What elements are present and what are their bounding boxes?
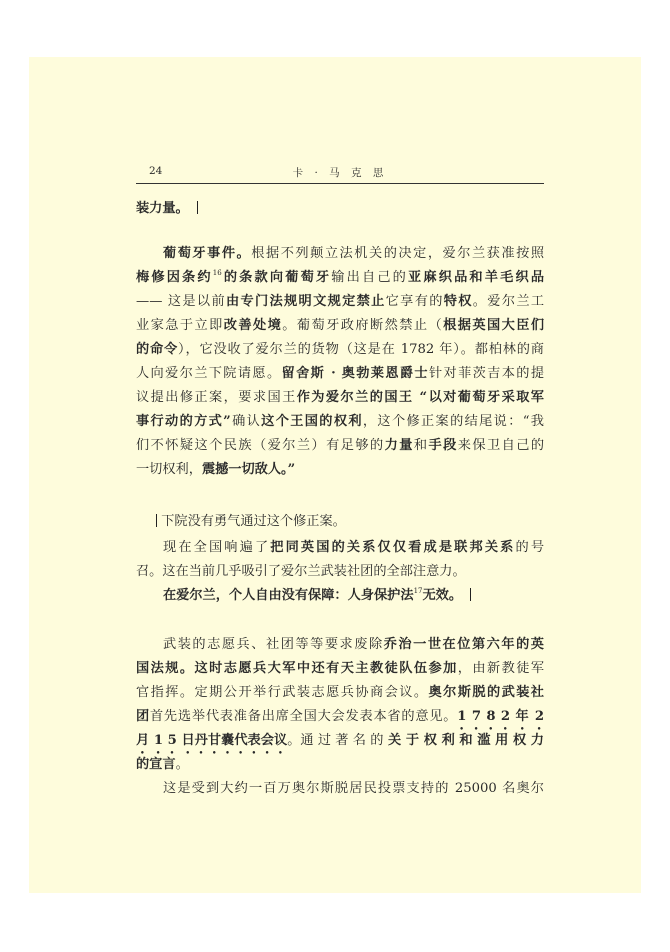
text-line bbox=[136, 560, 544, 584]
text-run: 武装的志愿兵、社团等等要求废除 bbox=[163, 637, 384, 652]
text-run: 。 bbox=[175, 757, 189, 772]
text-run: 。爱尔兰工 bbox=[472, 294, 545, 309]
bold-text: 这个王国的权利 bbox=[261, 414, 363, 429]
text-run: 。通 过 著 名 的 bbox=[287, 733, 384, 748]
bold-text: 把同英国的关系仅仅看成是联邦关系 bbox=[270, 540, 516, 555]
running-title: 卡 · 马 克 思 bbox=[292, 167, 388, 179]
bold-text: 无效。 bbox=[422, 588, 463, 603]
text-run: 针对菲茨吉本的提 bbox=[428, 366, 545, 381]
bold-text: 作为爱尔兰的国王 bbox=[296, 390, 414, 405]
text-run: 和 bbox=[413, 438, 429, 453]
footnote-ref: 17 bbox=[413, 587, 423, 595]
text-run: 议提出修正案，要求国王 bbox=[136, 390, 297, 405]
text-run: 下院没有勇气通过这个修正案。 bbox=[161, 514, 346, 529]
text-line bbox=[136, 290, 544, 314]
text-run: 业家急于立即 bbox=[136, 318, 224, 333]
text-run: 它享有的 bbox=[385, 294, 444, 309]
text-line bbox=[156, 510, 544, 534]
text-run: 召。这在当前几乎吸引了爱尔兰武装社团的全部注意力。 bbox=[136, 564, 466, 579]
bold-text: 根据英国大臣们 bbox=[443, 318, 545, 333]
text-line bbox=[136, 386, 544, 410]
text-line bbox=[136, 681, 544, 705]
bold-text: 国法规 bbox=[136, 661, 180, 676]
bold-text: 装力量。 bbox=[136, 201, 189, 216]
margin-mark bbox=[470, 588, 471, 601]
text-run: 官指挥。定期公开举行武装志愿兵协商会议。 bbox=[136, 685, 429, 700]
text-line bbox=[136, 753, 544, 777]
text-run: —— 这是以前 bbox=[136, 294, 226, 309]
text-line bbox=[136, 633, 544, 657]
bold-text: 的条款向葡萄牙 bbox=[221, 270, 332, 285]
text-run: 这是受到大约一百万奥尔斯脱居民投票支持的 25000 名奥尔 bbox=[163, 781, 544, 796]
text-line bbox=[136, 434, 544, 458]
text-line bbox=[136, 536, 544, 560]
text-line bbox=[136, 362, 544, 386]
text-line bbox=[136, 266, 544, 290]
bold-text: 由专门法规明文规定禁止 bbox=[225, 294, 386, 309]
margin-mark bbox=[197, 201, 198, 214]
text-line bbox=[136, 657, 544, 681]
footnote-ref: 16 bbox=[212, 269, 222, 277]
bold-text: 力量 bbox=[384, 438, 414, 453]
text-line bbox=[136, 314, 544, 338]
text-run: 的号 bbox=[515, 540, 545, 555]
running-header bbox=[136, 163, 544, 184]
text-run: 们不怀疑这个民族（爱尔兰）有足够的 bbox=[136, 438, 385, 453]
text-run: 输出自己的 bbox=[331, 270, 409, 285]
text-run: 。葡萄牙政府断然禁止（ bbox=[282, 318, 444, 333]
bold-text: “以对葡萄牙采取军 bbox=[413, 390, 544, 405]
bold-text: 的宣言 bbox=[136, 757, 176, 772]
emphasized-date: 月 1 5 日丹甘嚢代表会议 bbox=[136, 733, 288, 748]
bold-text: 改善处境 bbox=[223, 318, 283, 333]
text-line bbox=[136, 338, 544, 362]
margin-mark bbox=[156, 514, 157, 527]
page-number: 24 bbox=[149, 165, 163, 177]
bold-text: 特权 bbox=[443, 294, 473, 309]
text-line bbox=[136, 197, 544, 221]
bold-text: 。这时志愿兵大军中还有天主教徒队伍参加 bbox=[179, 661, 458, 676]
text-run: 现在全国响遍了 bbox=[163, 540, 271, 555]
text-run: 首先选举代表准备出席全国大会发表本省的意见。 bbox=[149, 709, 458, 724]
text-run: 来保卫自己的 bbox=[457, 438, 545, 453]
text-run: ，这个修正案的结尾说：“我 bbox=[362, 414, 544, 429]
bold-text: 关 于 权 利 和 滥 用 权 力 bbox=[383, 733, 544, 748]
bold-text: 震撼一切敌人。” bbox=[201, 462, 296, 477]
text-line bbox=[136, 584, 544, 608]
bold-text: 乔治一世在位第六年的英 bbox=[383, 637, 544, 652]
text-run: 根据不列颠立法机关的决定，爱尔兰获准按照 bbox=[251, 246, 545, 261]
bold-text: 手段 bbox=[428, 438, 458, 453]
text-line bbox=[136, 458, 544, 482]
text-line bbox=[136, 777, 544, 801]
text-run: 一切权利， bbox=[136, 462, 202, 477]
emphasized-date: 1 7 8 2 年 2 bbox=[457, 709, 544, 724]
text-run: ，由新教徒军 bbox=[457, 661, 545, 676]
text-run: ），它没收了爱尔兰的货物（这是在 1782 年）。都柏林的商 bbox=[178, 342, 544, 357]
bold-text: 奥尔斯脱的武装社 bbox=[428, 685, 544, 700]
bold-text: 团 bbox=[136, 709, 150, 724]
bold-text: 事行动的方式” bbox=[136, 414, 231, 429]
text-run: 确认 bbox=[230, 414, 262, 429]
section-heading: 葡萄牙事件。 bbox=[163, 246, 252, 261]
bold-text: 亚麻织品和羊毛织品 bbox=[408, 270, 545, 285]
bold-text: 留舍斯 · 奥勃莱恩爵士 bbox=[281, 366, 429, 381]
text-line bbox=[136, 242, 544, 266]
bold-text: 梅修因条约 bbox=[136, 270, 213, 285]
bold-text: 在爱尔兰，个人自由没有保障：人身保护法 bbox=[163, 588, 414, 603]
text-line bbox=[136, 410, 544, 434]
bold-text: 的命令 bbox=[136, 342, 179, 357]
text-run: 人向爱尔兰下院请愿。 bbox=[136, 366, 282, 381]
